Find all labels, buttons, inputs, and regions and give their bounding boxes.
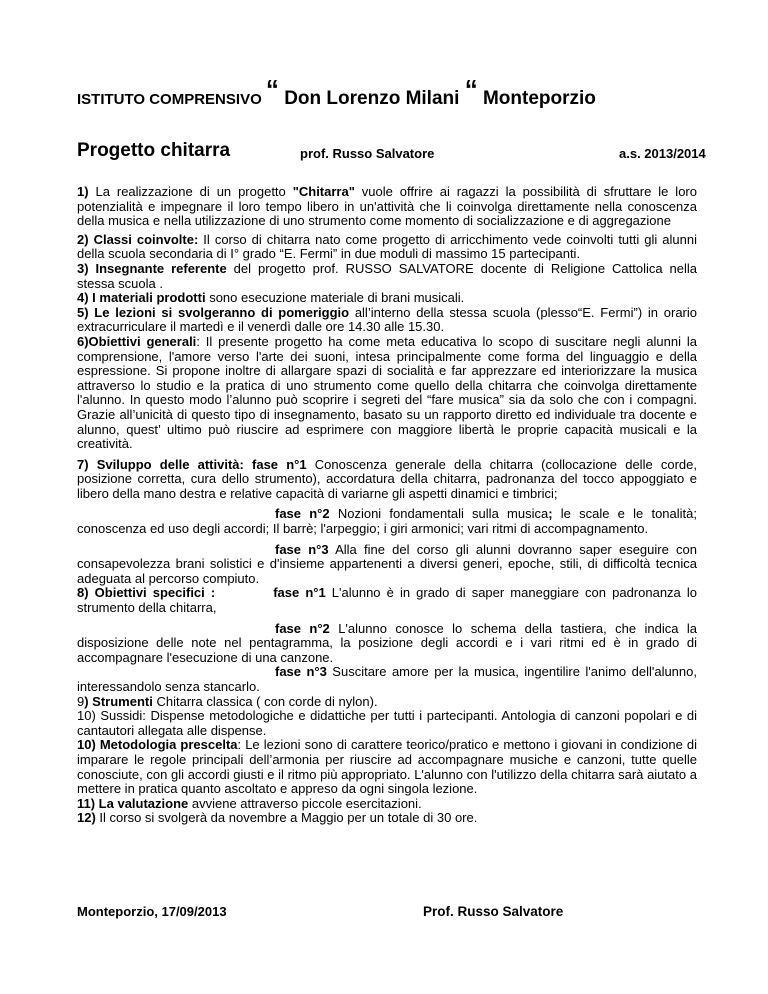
place-date: Monteporzio, 17/09/2013: [77, 904, 227, 919]
section-5: 5) Le lezioni si svolgeranno di pomeriggio all’interno della stessa scuola (plesso“E. Fermi”) in orario extracurriculare il martedì e il venerdì dalle ore 14.30 alle 15.30.: [77, 304, 697, 335]
signature: Prof. Russo Salvatore: [423, 904, 564, 919]
teacher-name: prof. Russo Salvatore: [300, 146, 435, 161]
school-year: a.s. 2013/2014: [619, 146, 706, 161]
close-quote: “: [464, 74, 478, 104]
section-9: 9) Strumenti Chitarra classica ( con corde di nylon).: [77, 693, 378, 709]
school-location: Monteporzio: [477, 88, 596, 109]
section-11: 11) La valutazione avviene attraverso piccole esercitazioni.: [77, 795, 422, 811]
title-row: [77, 140, 717, 168]
section-1: 1) La realizzazione di un progetto "Chitarra" vuole offrire ai ragazzi la possibilità di sfruttare le loro potenzialità e impegnare il loro tempo libero in un'attività che li coinvolga direttamente nella conoscenza della musica e nella utilizzazione di uno strumento come momento di socializzazione e di aggregazione: [77, 184, 697, 229]
project-title: Progetto chitarra: [77, 140, 231, 161]
section-7-phase-3: fase n°3 Alla fine del corso gli alunni dovranno saper eseguire con consapevolezza brani solistici e d'insieme appartenenti a diversi generi, epoche, stili, di difficoltà tecnica adeguata al percorso compiuto.: [77, 541, 697, 586]
section-2: 2) Classi coinvolte: Il corso di chitarra nato come progetto di arricchimento vede coinvolti tutti gli alunni della scuola secondaria di I° grado “E. Fermi” in due moduli di massimo 15 partecipanti.: [77, 231, 697, 262]
section-10-sussidi: 10) Sussidi: Dispense metodologiche e didattiche per tutti i partecipanti. Antologia di canzoni popolari e di cantautori allegata alle dispense.: [77, 708, 697, 738]
section-8-phase-3: fase n°3 Suscitare amore per la musica, ingentilire l'animo dell'alunno, interessandolo senza stancarlo.: [77, 664, 697, 694]
section-10-metodologia: 10) Metodologia prescelta: Le lezioni sono di carattere teorico/pratico e mettono i giovani in condizione di imparare le regole principali dell’armonia per riuscire ad accompagnare musiche e canzoni, tutte quelle conosciute, con gli accordi giusti e il ritmo più appropriato. L'alunno con l'utilizzo della chitarra sarà aiutato a mettere in pratica quanto ascoltato e appreso da ogni singola lezione.: [77, 737, 697, 797]
document-body: [77, 185, 697, 826]
section-7-phase-1: 7) Sviluppo delle attività: fase n°1 Conoscenza generale della chitarra (collocazione delle corde, posizione corretta, cura dello strumento), accordatura della chitarra, padronanza del tocco appoggiato e libero della mano destra e relative capacità di variarne gli aspetti dinamici e timbrici;: [77, 456, 697, 501]
school-name: Don Lorenzo Milani: [278, 88, 465, 109]
section-3: 3) Insegnante referente del progetto prof. RUSSO SALVATORE docente di Religione Cattolica nella stessa scuola .: [77, 260, 697, 291]
section-7-phase-2: fase n°2 Nozioni fondamentali sulla musica; le scale e le tonalità; conoscenza ed uso degli accordi; Il barrè; l'arpeggio; i giri armonici; vari ritmi di accompagnamento.: [77, 506, 697, 537]
section-8-phase-2: fase n°2 L'alunno conosce lo schema della tastiera, che indica la disposizione delle note nel pentagramma, la posizione degli accordi e i vari ritmi ed è in grado di accompagnare l'esecuzione di una canzone.: [77, 620, 697, 665]
section-8-phase-1: 8) Obiettivi specifici : fase n°1 L'alunno è in grado di saper maneggiare con padronanza lo strumento della chitarra,: [77, 585, 697, 616]
section-12: 12) Il corso si svolgerà da novembre a Maggio per un totale di 30 ore.: [77, 810, 478, 826]
school-prefix: ISTITUTO COMPRENSIVO: [77, 91, 262, 108]
open-quote: “: [265, 74, 279, 104]
section-6: 6)Obiettivi generali: Il presente progetto ha come meta educativa lo scopo di suscitare negli alunni la comprensione, l'amore verso l'arte dei suoni, intesa principalmente come forma del linguaggio e della espressione. Si propone inoltre di allargare spazi di socialità e far apprezzare ed interiorizzare la musica attraverso lo studio e la pratica di uno strumento come quello della chitarra che coinvolga direttamente l'alunno. In questo modo l’alunno può scoprire i segreti del “fare musica” sia da solo che con i compagni. Grazie all’unicità di questo tipo di insegnamento, basato su un rapporto diretto ed individuale tra docente e alunno, quest’ ultimo può riuscire ad esprimere con maggiore libertà le proprie capacità musicali e la creatività.: [77, 333, 697, 452]
document-header: [77, 74, 717, 110]
section-4: 4) I materiali prodotti sono esecuzione materiale di brani musicali.: [77, 290, 465, 306]
